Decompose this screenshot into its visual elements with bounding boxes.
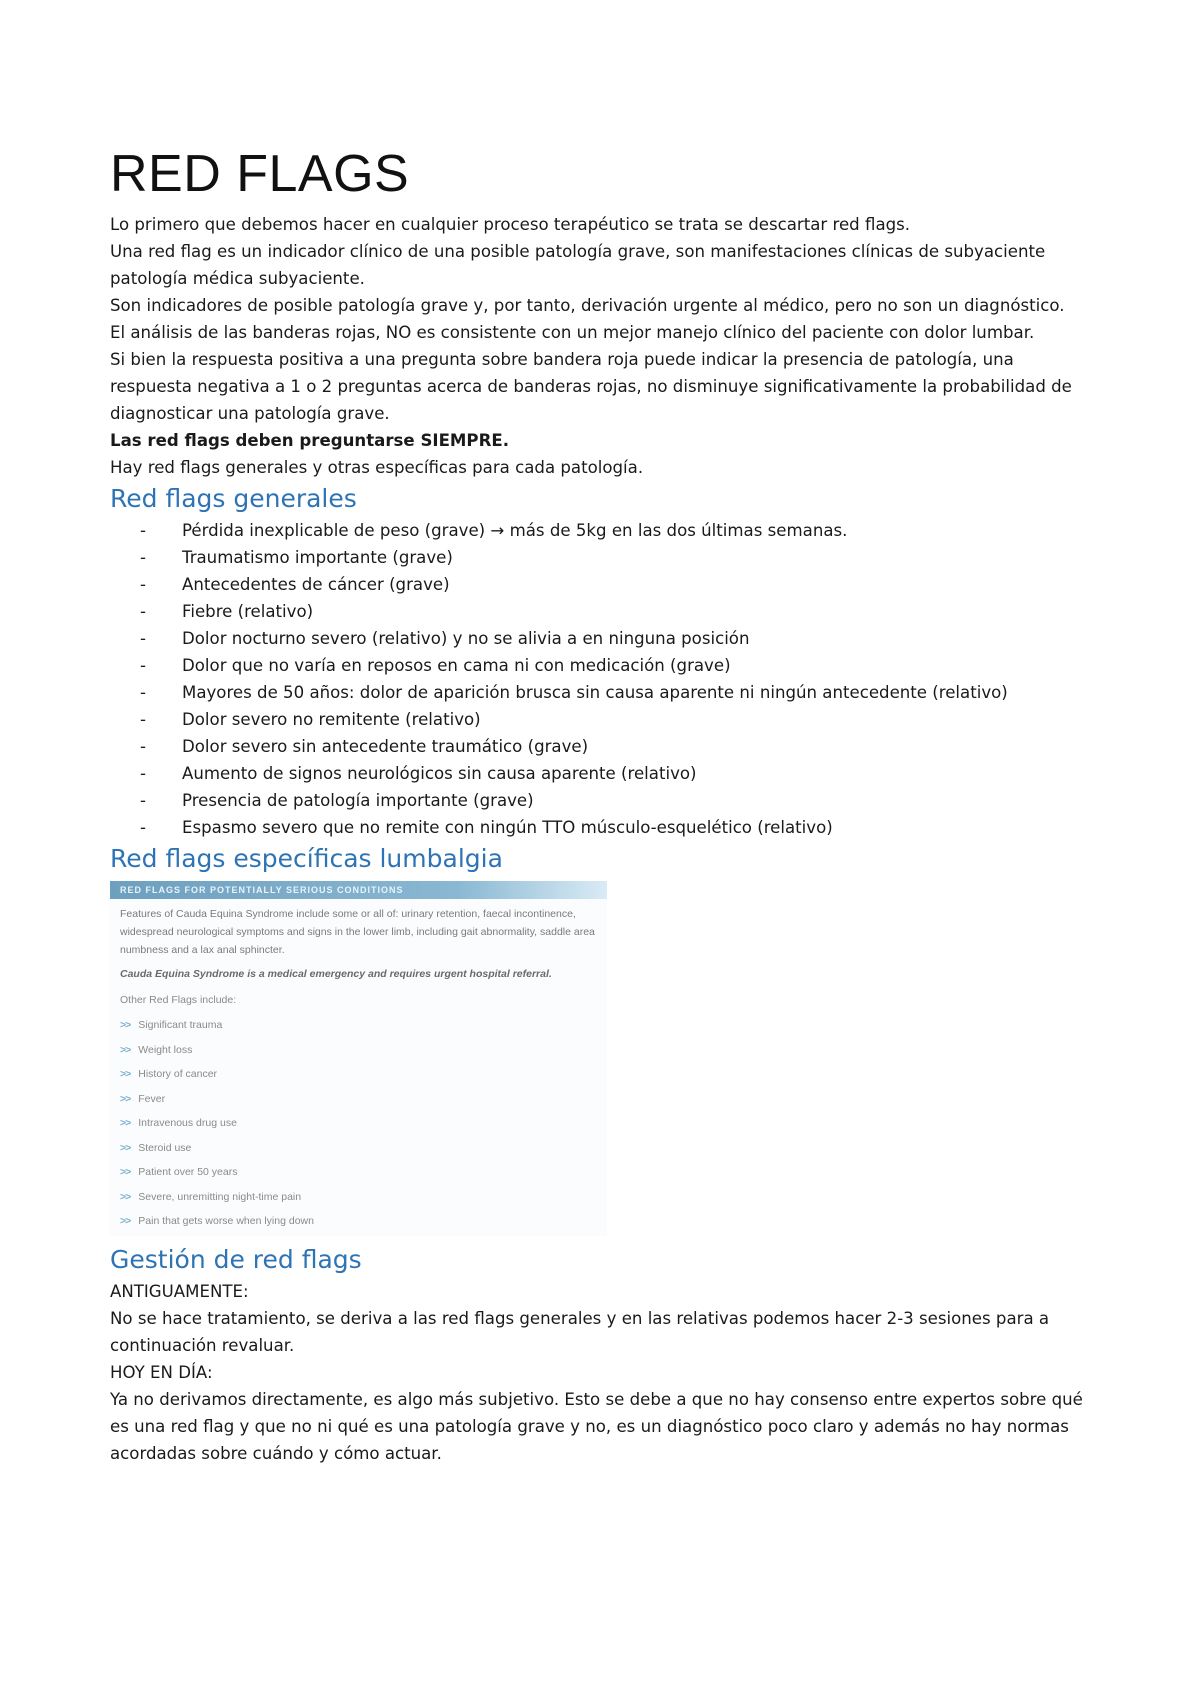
heading-management: Gestión de red flags (110, 1245, 362, 1274)
list-item: - Dolor severo no remitente (relativo) (140, 710, 481, 729)
intro-paragraph-last: Hay red flags generales y otras específicas para cada patología. (110, 458, 644, 477)
intro-paragraph-2: Una red flag es un indicador clínico de una posible patología grave, son manifestaciones clínicas de subyaciente patología médica subyaciente. (110, 242, 1046, 288)
chevron-right-icon: >> (120, 1117, 131, 1129)
figure-list-item: >> Pain that gets worse when lying down (120, 1215, 314, 1227)
heading-general-red-flags: Red flags generales (110, 484, 357, 513)
chevron-right-icon: >> (120, 1092, 131, 1105)
intro-paragraph-5: Si bien la respuesta positiva a una pregunta sobre bandera roja puede indicar la presencia de patología, una respuesta negativa a 1 o 2 preguntas acerca de banderas rojas, no disminuye significativamente la probabilidad de diagnosticar una patología grave. (110, 350, 1072, 423)
list-item: - Mayores de 50 años: dolor de aparición brusca sin causa aparente ni ningún antecedente (relativo) (140, 683, 1008, 702)
figure-body (110, 899, 607, 1234)
embedded-red-flags-figure (110, 881, 607, 1236)
figure-emphasis: Cauda Equina Syndrome is a medical emergency and requires urgent hospital referral. (120, 968, 552, 980)
figure-description: Features of Cauda Equina Syndrome include some or all of: urinary retention, faecal incontinence, widespread neurological symptoms and signs in the lower limb, including gait abnormality, saddle area numbness and a lax anal sphincter. (120, 908, 595, 956)
list-item: - Pérdida inexplicable de peso (grave) → más de 5kg en las dos últimas semanas. (140, 521, 848, 540)
heading-specific-red-flags: Red flags específicas lumbalgia (110, 844, 503, 873)
list-item: - Aumento de signos neurológicos sin causa aparente (relativo) (140, 764, 697, 783)
figure-list-item: >> Severe, unremitting night-time pain (120, 1190, 302, 1203)
figure-list-item: >> Fever (120, 1092, 166, 1105)
intro-paragraph-4: El análisis de las banderas rojas, NO es consistente con un mejor manejo clínico del paciente con dolor lumbar. (110, 323, 1035, 342)
general-red-flags-list (110, 517, 1100, 841)
management-text-now: Ya no derivamos directamente, es algo más subjetivo. Esto se debe a que no hay consenso entre expertos sobre qué es una red flag y que no ni qué es una patología grave y no, es un diagnóstico poco claro y además no hay normas acordadas sobre cuándo y cómo actuar. (110, 1390, 1083, 1463)
document-content (110, 143, 1100, 1467)
management-text-past: No se hace tratamiento, se deriva a las red flags generales y en las relativas podemos hacer 2-3 sesiones para a continuación revaluar. (110, 1309, 1050, 1355)
management-label-past: ANTIGUAMENTE: (110, 1282, 249, 1301)
list-item: - Traumatismo importante (grave) (140, 548, 453, 567)
list-item: - Presencia de patología importante (grave) (140, 791, 534, 810)
figure-list-item: >> Intravenous drug use (120, 1117, 237, 1129)
intro-bold-statement: Las red flags deben preguntarse SIEMPRE. (110, 431, 509, 450)
chevron-right-icon: >> (120, 1043, 131, 1056)
figure-list-item: >> Significant trauma (120, 1019, 223, 1031)
chevron-right-icon: >> (120, 1215, 131, 1227)
list-item: - Fiebre (relativo) (140, 602, 314, 621)
chevron-right-icon: >> (120, 1166, 131, 1178)
list-item: - Dolor severo sin antecedente traumático (grave) (140, 737, 589, 756)
management-label-now: HOY EN DÍA: (110, 1363, 213, 1382)
page-title: RED FLAGS (110, 145, 410, 203)
figure-list-item: >> Patient over 50 years (120, 1166, 238, 1178)
figure-list (120, 1013, 597, 1234)
chevron-right-icon: >> (120, 1190, 131, 1203)
figure-list-item: >> Steroid use (120, 1141, 192, 1154)
list-item: - Espasmo severo que no remite con ningún TTO músculo-esquelético (relativo) (140, 818, 833, 837)
chevron-right-icon: >> (120, 1141, 131, 1154)
figure-other-label: Other Red Flags include: (120, 994, 237, 1006)
figure-list-item: >> History of cancer (120, 1068, 218, 1080)
intro-paragraph-1: Lo primero que debemos hacer en cualquier proceso terapéutico se trata se descartar red flags. (110, 215, 911, 234)
chevron-right-icon: >> (120, 1019, 131, 1031)
chevron-right-icon: >> (120, 1068, 131, 1080)
list-item: - Antecedentes de cáncer (grave) (140, 575, 450, 594)
intro-paragraph-3: Son indicadores de posible patología grave y, por tanto, derivación urgente al médico, pero no son un diagnóstico. (110, 296, 1065, 315)
list-item: - Dolor que no varía en reposos en cama ni con medicación (grave) (140, 656, 731, 675)
list-item: - Dolor nocturno severo (relativo) y no se alivia a en ninguna posición (140, 629, 750, 648)
figure-banner: RED FLAGS FOR POTENTIALLY SERIOUS CONDITIONS (110, 881, 607, 899)
figure-list-item: >> Weight loss (120, 1043, 193, 1056)
